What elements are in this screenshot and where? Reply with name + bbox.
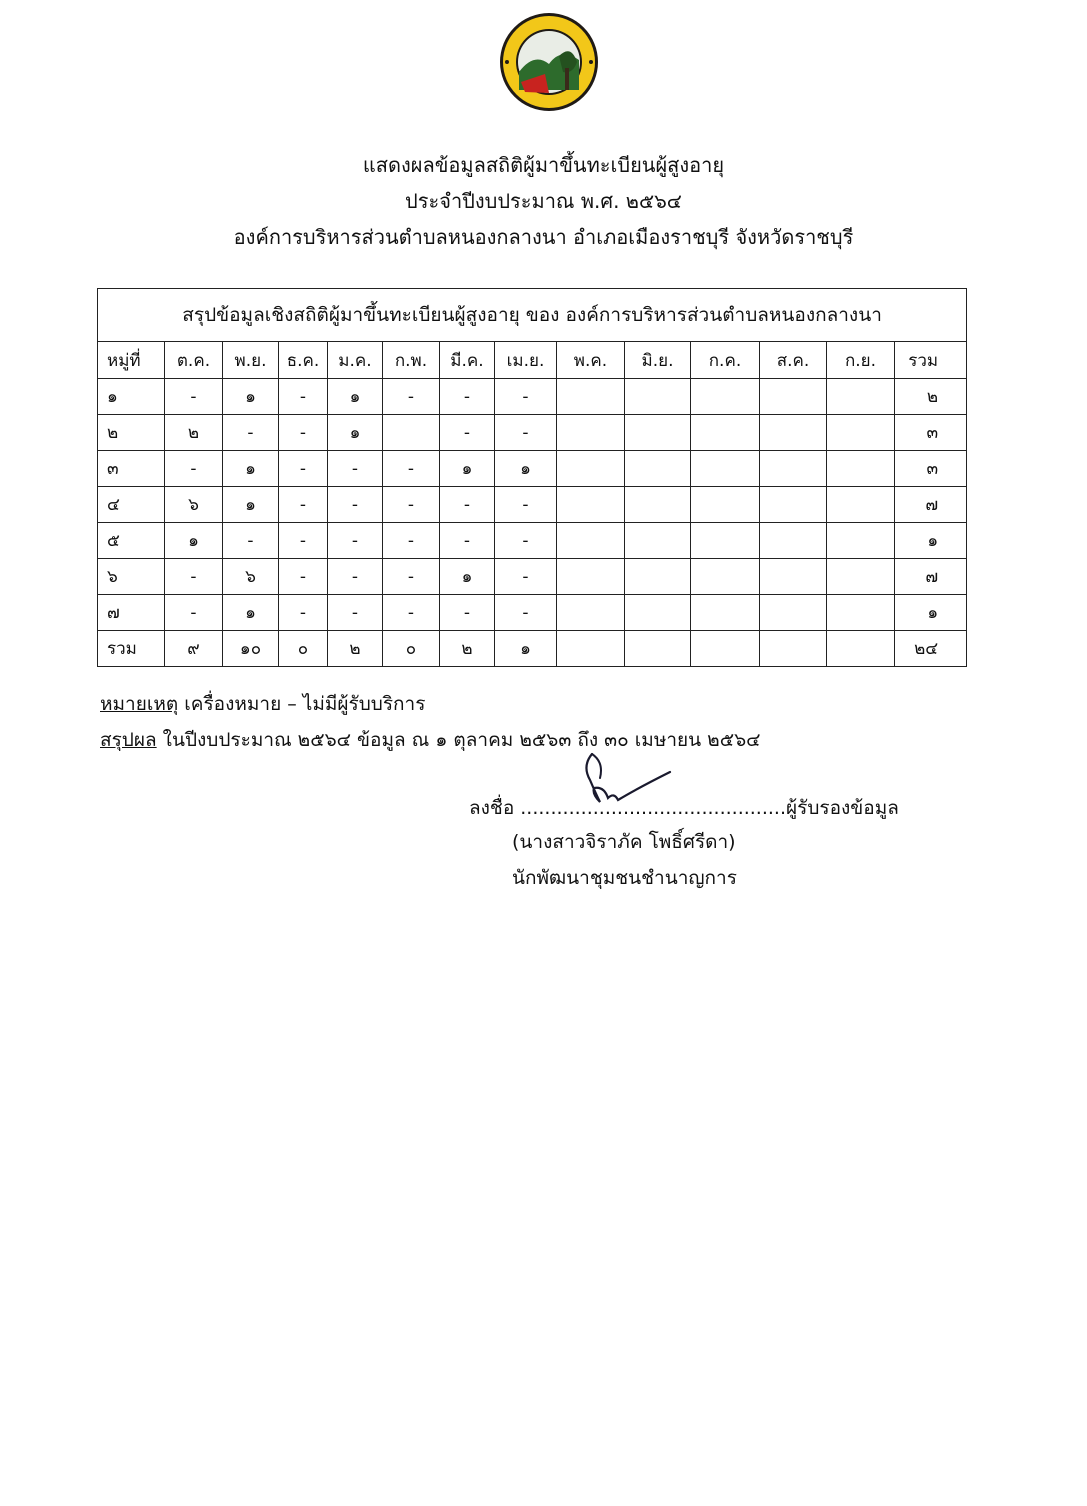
table-cell: - [223, 523, 279, 559]
table-cell: ๖ [223, 559, 279, 595]
table-cell: ๑ [440, 451, 495, 487]
column-header: พ.ค. [557, 342, 625, 379]
remark-note [100, 692, 425, 716]
table-cell: - [440, 523, 495, 559]
table-row [98, 523, 967, 559]
column-header: ม.ค. [328, 342, 383, 379]
table-cell [760, 559, 827, 595]
table-cell: - [165, 559, 223, 595]
table-cell [827, 523, 895, 559]
summary-text: ในปีงบประมาณ ๒๕๖๔ ข้อมูล ณ ๑ ตุลาคม ๒๕๖๓ ถึง ๓๐ เมษายน ๒๕๖๔ [156, 729, 761, 751]
table-cell: ๑๐ [223, 631, 279, 667]
table-cell: ๒ [165, 415, 223, 451]
column-header: ต.ค. [165, 342, 223, 379]
table-cell: ๖ [165, 487, 223, 523]
table-row [98, 595, 967, 631]
table-cell: ๓ [895, 415, 967, 451]
table-cell: - [440, 595, 495, 631]
column-header: ก.ย. [827, 342, 895, 379]
table-total-row [98, 631, 967, 667]
table-cell [383, 415, 440, 451]
table-cell [827, 451, 895, 487]
table-cell: - [328, 559, 383, 595]
table-cell [557, 415, 625, 451]
table-cell: - [440, 379, 495, 415]
table-cell [760, 631, 827, 667]
table-cell: - [383, 523, 440, 559]
column-header: รวม [895, 342, 967, 379]
table-cell: ๒๔ [895, 631, 967, 667]
table-cell [625, 487, 691, 523]
table-cell [625, 559, 691, 595]
table-cell: ๒ [895, 379, 967, 415]
table-cell: ๗ [895, 559, 967, 595]
table-cell [827, 415, 895, 451]
table-cell [827, 487, 895, 523]
column-header: มี.ค. [440, 342, 495, 379]
column-header: ก.พ. [383, 342, 440, 379]
column-header: พ.ย. [223, 342, 279, 379]
table-cell: - [383, 487, 440, 523]
table-cell: ๑ [223, 379, 279, 415]
table-cell: ๑ [328, 415, 383, 451]
table-cell: ๑ [895, 523, 967, 559]
table-cell [760, 415, 827, 451]
column-header: มิ.ย. [625, 342, 691, 379]
table-cell: ๙ [165, 631, 223, 667]
table-cell: - [165, 451, 223, 487]
table-cell [557, 631, 625, 667]
table-cell [760, 379, 827, 415]
table-cell: ๒ [328, 631, 383, 667]
table-cell: - [279, 595, 328, 631]
column-header: ส.ค. [760, 342, 827, 379]
report-organization: องค์การบริหารส่วนตำบลหนองกลางนา อำเภอเมืองราชบุรี จังหวัดราชบุรี [233, 225, 854, 249]
table-cell: - [328, 523, 383, 559]
table-cell: - [328, 451, 383, 487]
table-cell: - [495, 415, 557, 451]
table-cell: - [495, 523, 557, 559]
table-cell [827, 379, 895, 415]
table-cell [760, 451, 827, 487]
table-cell: - [279, 451, 328, 487]
table-cell: - [495, 379, 557, 415]
table-cell: - [495, 487, 557, 523]
table-cell: - [328, 595, 383, 631]
table-cell: - [383, 451, 440, 487]
table-cell [557, 451, 625, 487]
table-header-row [98, 342, 967, 379]
table-cell: ๑ [223, 487, 279, 523]
table-cell [557, 487, 625, 523]
table-cell: ๑ [98, 379, 165, 415]
report-fiscal-year: ประจำปีงบประมาณ พ.ศ. ๒๕๖๔ [405, 189, 682, 213]
table-cell [625, 379, 691, 415]
column-header: ก.ค. [691, 342, 760, 379]
table-cell [625, 415, 691, 451]
table-cell: ๑ [895, 595, 967, 631]
table-cell [691, 415, 760, 451]
table-cell: ๑ [328, 379, 383, 415]
table-cell: ๗ [98, 595, 165, 631]
table-cell: ๓ [98, 451, 165, 487]
table-cell: ๑ [165, 523, 223, 559]
table-cell [557, 379, 625, 415]
column-header: ธ.ค. [279, 342, 328, 379]
table-cell [557, 559, 625, 595]
table-cell: - [165, 595, 223, 631]
table-cell: - [383, 559, 440, 595]
table-cell [625, 451, 691, 487]
table-cell [625, 523, 691, 559]
table-cell: ๒ [440, 631, 495, 667]
table-cell: - [383, 595, 440, 631]
table-cell [691, 451, 760, 487]
table-cell: ๑ [495, 631, 557, 667]
table-cell: - [328, 487, 383, 523]
table-cell: - [279, 487, 328, 523]
summary-label: สรุปผล [100, 729, 157, 751]
table-row [98, 379, 967, 415]
column-header: หมู่ที่ [98, 342, 165, 379]
table-cell [760, 487, 827, 523]
table-cell: ๗ [895, 487, 967, 523]
table-cell [557, 523, 625, 559]
table-row [98, 559, 967, 595]
table-cell: รวม [98, 631, 165, 667]
table-cell: - [279, 559, 328, 595]
table-caption: สรุปข้อมูลเชิงสถิติผู้มาขึ้นทะเบียนผู้สูงอายุ ของ องค์การบริหารส่วนตำบลหนองกลางนา [98, 289, 967, 342]
signer-title: นักพัฒนาชุมชนชำนาญการ [512, 867, 737, 889]
table-cell: ๖ [98, 559, 165, 595]
table-cell: ๑ [223, 595, 279, 631]
table-cell [625, 595, 691, 631]
signature-line: ลงชื่อ ............................................ผู้รับรองข้อมูล [469, 797, 899, 819]
table-cell [827, 631, 895, 667]
table-cell [691, 523, 760, 559]
table-cell: - [165, 379, 223, 415]
table-cell: ๑ [495, 451, 557, 487]
organization-seal-logo [499, 12, 599, 112]
column-header: เม.ย. [495, 342, 557, 379]
table-cell: - [279, 523, 328, 559]
report-title: แสดงผลข้อมูลสถิติผู้มาขึ้นทะเบียนผู้สูงอายุ [362, 153, 725, 177]
table-cell: ๕ [98, 523, 165, 559]
table-row [98, 415, 967, 451]
remark-label: หมายเหตุ [100, 693, 179, 715]
table-cell: - [279, 415, 328, 451]
table-cell: - [383, 379, 440, 415]
table-row [98, 487, 967, 523]
table-cell [625, 631, 691, 667]
table-cell: ๓ [895, 451, 967, 487]
remark-text: เครื่องหมาย – ไม่มีผู้รับบริการ [178, 693, 426, 715]
table-cell [691, 487, 760, 523]
statistics-table [97, 288, 967, 667]
table-cell [760, 523, 827, 559]
table-cell: - [440, 415, 495, 451]
table-cell: ๒ [98, 415, 165, 451]
table-row [98, 451, 967, 487]
table-cell [827, 559, 895, 595]
table-cell [691, 379, 760, 415]
table-cell: - [495, 595, 557, 631]
table-cell: ๔ [98, 487, 165, 523]
table-cell [691, 631, 760, 667]
table-cell: ๑ [440, 559, 495, 595]
table-cell [760, 595, 827, 631]
table-cell: - [223, 415, 279, 451]
table-cell: - [440, 487, 495, 523]
table-cell [827, 595, 895, 631]
table-cell: ๑ [223, 451, 279, 487]
signer-name: (นางสาวจิราภัค โพธิ์ศรีดา) [512, 831, 736, 853]
table-cell [691, 595, 760, 631]
table-cell: - [279, 379, 328, 415]
table-cell [691, 559, 760, 595]
table-cell [557, 595, 625, 631]
table-cell: - [495, 559, 557, 595]
table-cell: ๐ [383, 631, 440, 667]
table-cell: ๐ [279, 631, 328, 667]
